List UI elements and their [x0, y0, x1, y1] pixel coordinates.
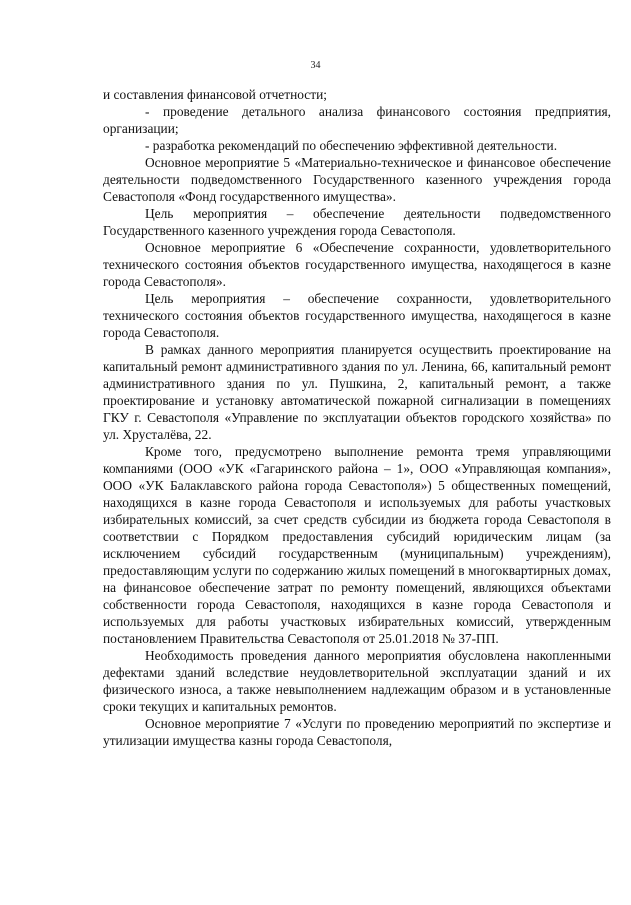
- paragraph: Кроме того, предусмотрено выполнение ремонта тремя управляющими компаниями (ООО «УК «Гагаринского района – 1», ООО «Управляющая компания», ООО «УК Балаклавского района города Севастополя») 5 общественных помещений, находящихся в казне города Севастополя и используемых для работы участковых избирательных комиссий, за счет средств субсидии из бюджета города Севастополя в соответствии с Порядком предоставления субсидий юридическим лицам (за исключением субсидий государственным (муниципальным) учреждениям), предоставляющим услуги по содержанию жилых помещений в многоквартирных домах, на финансовое обеспечение затрат по ремонту помещений, являющихся объектами собственности города Севастополя, находящихся в казне города Севастополя и используемых для работы участковых избирательных комиссий, утвержденным постановлением Правительства Севастополя от 25.01.2018 № 37-ПП.: [103, 444, 611, 646]
- paragraph: - проведение детального анализа финансового состояния предприятия, организации;: [103, 104, 611, 136]
- paragraph: Цель мероприятия – обеспечение деятельности подведомственного Государственного казенного учреждения города Севастополя.: [103, 206, 611, 238]
- paragraph: Основное мероприятие 7 «Услуги по проведению мероприятий по экспертизе и утилизации имущества казны города Севастополя,: [103, 716, 611, 748]
- document-body: [103, 86, 611, 749]
- paragraph: Основное мероприятие 6 «Обеспечение сохранности, удовлетворительного технического состояния объектов государственного имущества, находящегося в казне города Севастополя».: [103, 240, 611, 289]
- paragraph: Основное мероприятие 5 «Материально-техническое и финансовое обеспечение деятельности подведомственного Государственного казенного учреждения города Севастополя «Фонд государственного имущества».: [103, 155, 611, 204]
- paragraph: В рамках данного мероприятия планируется осуществить проектирование на капитальный ремонт административного здания по ул. Ленина, 66, капитальный ремонт административного здания по ул. Пушкина, 2, капитальный ремонт, а также проектирование и установку автоматической пожарной сигнализации в помещениях ГКУ г. Севастополя «Управление по эксплуатации объектов городского хозяйства» по ул. Хрусталёва, 22.: [103, 342, 611, 442]
- page-number: 34: [310, 60, 321, 71]
- paragraph: - разработка рекомендаций по обеспечению эффективной деятельности.: [145, 138, 558, 153]
- paragraph: Цель мероприятия – обеспечение сохранности, удовлетворительного технического состояния объектов государственного имущества, находящегося в казне города Севастополя.: [103, 291, 611, 340]
- paragraph: Необходимость проведения данного мероприятия обусловлена накопленными дефектами зданий вследствие неудовлетворительной эксплуатации зданий и их физического износа, а также невыполнением надлежащим образом и в установленные сроки текущих и капитальных ремонтов.: [103, 648, 611, 714]
- paragraph: и составления финансовой отчетности;: [103, 87, 327, 102]
